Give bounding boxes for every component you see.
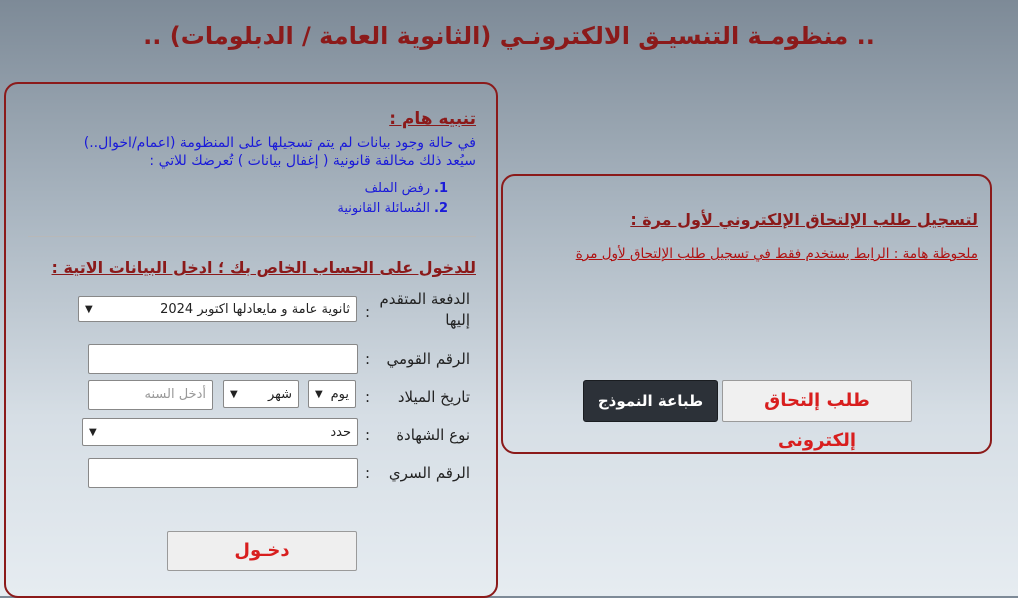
list-number: 2.	[434, 201, 448, 216]
login-title: للدخول على الحساب الخاص بك ؛ ادخل البيانات الاتية :	[51, 258, 476, 277]
warning-list-item	[337, 199, 448, 219]
list-item-label: المُسائلة القانونية	[337, 201, 430, 216]
warning-text-line-1: في حالة وجود بيانات لم يتم تسجيلها على المنظومة (اعمام/اخوال..)	[83, 135, 476, 151]
password-input[interactable]	[88, 458, 358, 488]
colon: :	[364, 464, 370, 482]
birth-year-input[interactable]: أدخل السنه	[88, 380, 213, 410]
national-id-input[interactable]	[88, 344, 358, 374]
colon: :	[364, 426, 370, 444]
list-number: 1.	[434, 181, 448, 196]
certificate-select[interactable]	[82, 418, 358, 446]
certificate-label: نوع الشهادة	[396, 426, 470, 444]
batch-select[interactable]	[78, 296, 357, 322]
warning-text	[26, 134, 476, 170]
chevron-down-icon: ▼	[85, 303, 93, 315]
batch-label: الدفعة المتقدم إليها	[379, 290, 470, 329]
page-title: .. منظومـة التنسيـق الالكترونـي (الثانوية العامة / الدبلومات) ..	[143, 22, 875, 50]
warning-list	[337, 179, 448, 219]
chevron-down-icon: ▼	[230, 388, 238, 400]
apply-online-button[interactable]: طلب إلتحاق إلكترونى	[722, 380, 912, 422]
birthdate-label: تاريخ الميلاد	[397, 388, 470, 406]
colon: :	[364, 388, 370, 406]
certificate-select-value: حدد	[330, 424, 351, 440]
birth-month-select[interactable]	[223, 380, 299, 408]
national-id-label: الرقم القومي	[386, 350, 470, 368]
birth-month-value: شهر	[267, 386, 292, 402]
divider	[28, 236, 476, 237]
chevron-down-icon: ▼	[315, 388, 323, 400]
warning-text-line-2: سيُعد ذلك مخالفة قانونية ( إغفال بيانات ) تُعرضك للاتي :	[149, 153, 476, 169]
registration-note-link[interactable]: ملحوظة هامة : الرابط يستخدم فقط في تسجيل طلب الإلتحاق لأول مرة	[575, 246, 978, 262]
warning-list-item	[337, 179, 448, 199]
warning-title: تنبيه هام :	[389, 109, 476, 129]
list-item-label: رفض الملف	[364, 181, 430, 196]
login-panel	[4, 82, 498, 598]
birth-day-select[interactable]	[308, 380, 356, 408]
password-label: الرقم السري	[388, 464, 470, 482]
registration-panel	[501, 174, 992, 454]
chevron-down-icon: ▼	[89, 426, 97, 438]
registration-title: لتسجيل طلب الإلتحاق الإلكتروني لأول مرة :	[630, 210, 978, 229]
colon: :	[364, 303, 370, 321]
login-button[interactable]: دخـول	[167, 531, 357, 571]
birth-day-value: يوم	[330, 386, 349, 402]
batch-select-value: ثانوية عامة و مايعادلها اكتوبر 2024	[160, 301, 350, 317]
colon: :	[364, 350, 370, 368]
print-form-button[interactable]: طباعة النموذج	[583, 380, 718, 422]
